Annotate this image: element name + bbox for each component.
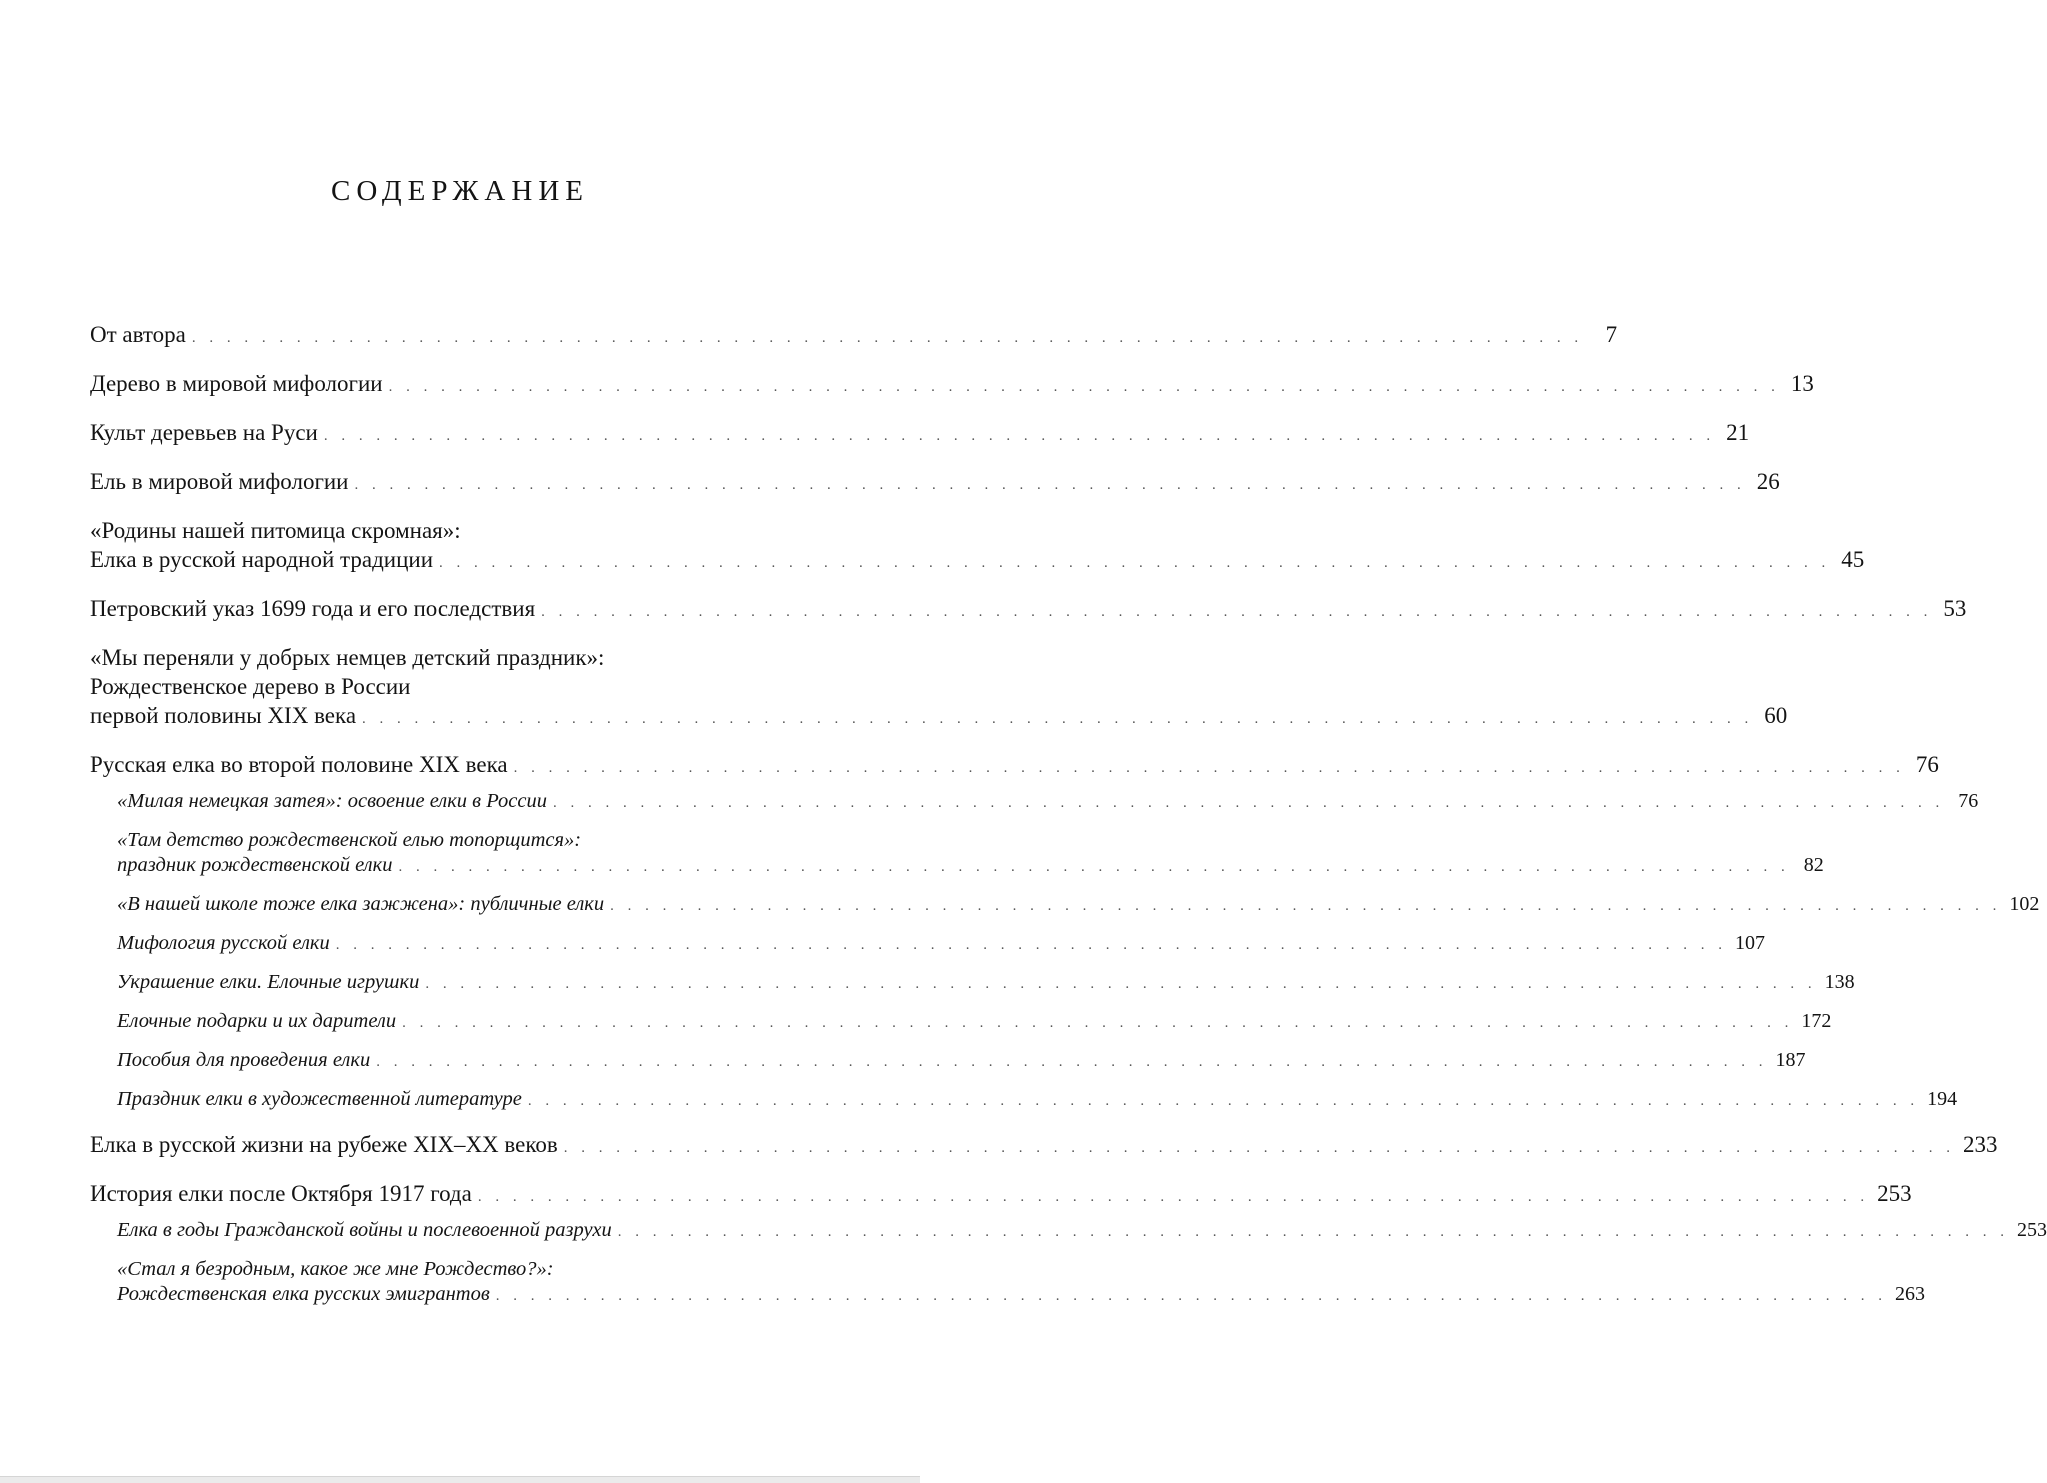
bottom-divider [0, 1476, 920, 1483]
dot-leader: . . . . . . . . . . . . . . . . . . . . . . . . . . . . . . . . . . . . . . . . . . . . . . . . . . . . . . . . . . . . . . . . . . . . . . . . . . . . . . . . [398, 859, 1790, 875]
toc-page-number: 253 [1877, 1181, 1912, 1206]
toc-page-number: 187 [1775, 1049, 1806, 1071]
toc-title-line: «Милая немецкая затея»: освоение елки в России [117, 790, 547, 812]
toc-title-line: «Мы переняли у добрых немцев детский праздник»: [90, 645, 605, 670]
dot-leader: . . . . . . . . . . . . . . . . . . . . . . . . . . . . . . . . . . . . . . . . . . . . . . . . . . . . . . . . . . . . . . . . . . . . . . . . . . . . . . . . [541, 604, 1933, 620]
toc-section[interactable] [90, 1087, 1958, 1114]
dot-leader: . . . . . . . . . . . . . . . . . . . . . . . . . . . . . . . . . . . . . . . . . . . . . . . . . . . . . . . . . . . . . . . . . . . . . . . . . . . . . . . . [495, 1288, 1887, 1304]
toc-page-number: 233 [1962, 1132, 1998, 1157]
toc-chapter[interactable] [90, 1130, 1998, 1163]
toc-page-number: 13 [1790, 371, 1814, 396]
toc-section[interactable] [90, 828, 1824, 880]
dot-leader: . . . . . . . . . . . . . . . . . . . . . . . . . . . . . . . . . . . . . . . . . . . . . . . . . . . . . . . . . . . . . . . . . . . . . . . . . . . . . . . . [362, 711, 1754, 727]
toc-section[interactable] [90, 1218, 2047, 1245]
dot-leader: . . . . . . . . . . . . . . . . . . . . . . . . . . . . . . . . . . . . . . . . . . . . . . . . . . . . . . . . . . . . . . . . . . . . . . . . . . . . . . . . [191, 330, 1584, 346]
toc-section[interactable] [90, 892, 2040, 919]
toc-title-line: Елочные подарки и их дарители [117, 1010, 397, 1032]
toc-page-number: 45 [1841, 547, 1865, 572]
toc-section[interactable] [90, 1257, 1925, 1309]
toc-section[interactable] [90, 1048, 1806, 1075]
toc-title-line: Елка в годы Гражданской войны и послевоенной разрухи [117, 1219, 612, 1241]
toc-page-number: 102 [2009, 893, 2040, 915]
dot-leader: . . . . . . . . . . . . . . . . . . . . . . . . . . . . . . . . . . . . . . . . . . . . . . . . . . . . . . . . . . . . . . . . . . . . . . . . . . . . . . . . [563, 1140, 1955, 1156]
toc-page-number: 60 [1764, 703, 1788, 728]
toc-page-number: 107 [1735, 932, 1766, 954]
dot-leader: . . . . . . . . . . . . . . . . . . . . . . . . . . . . . . . . . . . . . . . . . . . . . . . . . . . . . . . . . . . . . . . . . . . . . . . . . . . . . . . . [335, 937, 1728, 953]
toc-page-number: 263 [1894, 1283, 1925, 1305]
dot-leader: . . . . . . . . . . . . . . . . . . . . . . . . . . . . . . . . . . . . . . . . . . . . . . . . . . . . . . . . . . . . . . . . . . . . . . . . . . . . . . . . [425, 976, 1817, 992]
toc-page-number: 138 [1824, 971, 1855, 993]
toc-chapter[interactable] [90, 418, 1750, 451]
toc-title-line: «В нашей школе тоже елка зажжена»: публичные елки [117, 893, 605, 915]
toc-title-line: Елка в русской жизни на рубеже XIX–XX веков [90, 1132, 558, 1157]
toc-page-number: 53 [1943, 596, 1967, 621]
toc-chapter[interactable] [90, 320, 1618, 353]
toc-title-line: Ель в мировой мифологии [90, 469, 349, 494]
toc-title-line: Елка в русской народной традиции [90, 547, 434, 572]
dot-leader: . . . . . . . . . . . . . . . . . . . . . . . . . . . . . . . . . . . . . . . . . . . . . . . . . . . . . . . . . . . . . . . . . . . . . . . . . . . . . . . . [513, 760, 1905, 776]
toc-title-line: Пособия для проведения елки [117, 1049, 371, 1071]
dot-leader: . . . . . . . . . . . . . . . . . . . . . . . . . . . . . . . . . . . . . . . . . . . . . . . . . . . . . . . . . . . . . . . . . . . . . . . . . . . . . . . . [527, 1093, 1920, 1109]
toc-title-line: Петровский указ 1699 года и его последствия [90, 596, 536, 621]
toc-page-number: 76 [1915, 752, 1939, 777]
toc-title-line: «Там детство рождественской елью топорщится»: [117, 829, 582, 851]
toc-page-number: 26 [1756, 469, 1780, 494]
toc-title-line: «Родины нашей питомица скромная»: [90, 518, 461, 543]
toc-title-line: Рождественская елка русских эмигрантов [117, 1283, 490, 1305]
toc-section[interactable] [90, 1009, 1832, 1036]
dot-leader: . . . . . . . . . . . . . . . . . . . . . . . . . . . . . . . . . . . . . . . . . . . . . . . . . . . . . . . . . . . . . . . . . . . . . . . . . . . . . . . . [388, 379, 1780, 395]
toc-page-number: 21 [1726, 420, 1750, 445]
dot-leader: . . . . . . . . . . . . . . . . . . . . . . . . . . . . . . . . . . . . . . . . . . . . . . . . . . . . . . . . . . . . . . . . . . . . . . . . . . . . . . . . [354, 477, 1746, 493]
toc-title-line: Украшение елки. Елочные игрушки [117, 971, 420, 993]
toc-page-number: 194 [1927, 1088, 1958, 1110]
dot-leader: . . . . . . . . . . . . . . . . . . . . . . . . . . . . . . . . . . . . . . . . . . . . . . . . . . . . . . . . . . . . . . . . . . . . . . . . . . . . . . . . [323, 428, 1716, 444]
toc-page-number: 253 [2016, 1219, 2047, 1241]
toc-page-number: 76 [1958, 790, 1979, 812]
toc-chapter[interactable] [90, 594, 1967, 627]
toc-title-line: Праздник елки в художественной литературе [117, 1088, 522, 1110]
toc-section[interactable] [90, 789, 1979, 816]
toc-chapter[interactable] [90, 369, 1814, 402]
dot-leader: . . . . . . . . . . . . . . . . . . . . . . . . . . . . . . . . . . . . . . . . . . . . . . . . . . . . . . . . . . . . . . . . . . . . . . . . . . . . . . . . [402, 1015, 1794, 1031]
toc-chapter[interactable] [90, 750, 1939, 783]
toc-title-line: Дерево в мировой мифологии [90, 371, 383, 396]
toc-page-number: 7 [1605, 322, 1618, 347]
toc-title-line: первой половины XIX века [90, 703, 357, 728]
page-title: СОДЕРЖАНИЕ [331, 175, 589, 208]
toc-title-line: От автора [90, 322, 186, 347]
dot-leader: . . . . . . . . . . . . . . . . . . . . . . . . . . . . . . . . . . . . . . . . . . . . . . . . . . . . . . . . . . . . . . . . . . . . . . . . . . . . . . . . [610, 898, 2002, 914]
dot-leader: . . . . . . . . . . . . . . . . . . . . . . . . . . . . . . . . . . . . . . . . . . . . . . . . . . . . . . . . . . . . . . . . . . . . . . . . . . . . . . . . [439, 555, 1831, 571]
toc-title-line: Мифология русской елки [117, 932, 330, 954]
dot-leader: . . . . . . . . . . . . . . . . . . . . . . . . . . . . . . . . . . . . . . . . . . . . . . . . . . . . . . . . . . . . . . . . . . . . . . . . . . . . . . . . [376, 1054, 1768, 1070]
toc-section[interactable] [90, 931, 1766, 958]
toc-chapter[interactable] [90, 1179, 1912, 1212]
toc-title-line: Культ деревьев на Руси [90, 420, 318, 445]
toc-chapter[interactable] [90, 467, 1780, 500]
dot-leader: . . . . . . . . . . . . . . . . . . . . . . . . . . . . . . . . . . . . . . . . . . . . . . . . . . . . . . . . . . . . . . . . . . . . . . . . . . . . . . . . [477, 1189, 1870, 1205]
toc-title-line: праздник рождественской елки [117, 854, 393, 876]
toc-title-line: «Стал я безродным, какое же мне Рождество?»: [117, 1258, 554, 1280]
toc-chapter[interactable] [90, 516, 1865, 578]
toc-title-line: Рождественское дерево в России [90, 674, 411, 699]
toc-page-number: 82 [1803, 854, 1824, 876]
toc-chapter[interactable] [90, 643, 1788, 734]
toc-page-number: 172 [1801, 1010, 1832, 1032]
toc-section[interactable] [90, 970, 1855, 997]
dot-leader: . . . . . . . . . . . . . . . . . . . . . . . . . . . . . . . . . . . . . . . . . . . . . . . . . . . . . . . . . . . . . . . . . . . . . . . . . . . . . . . . [552, 795, 1945, 811]
dot-leader: . . . . . . . . . . . . . . . . . . . . . . . . . . . . . . . . . . . . . . . . . . . . . . . . . . . . . . . . . . . . . . . . . . . . . . . . . . . . . . . . [617, 1224, 2009, 1240]
toc-title-line: Русская елка во второй половине XIX века [90, 752, 508, 777]
table-of-contents [90, 320, 2047, 1309]
toc-title-line: История елки после Октября 1917 года [90, 1181, 472, 1206]
